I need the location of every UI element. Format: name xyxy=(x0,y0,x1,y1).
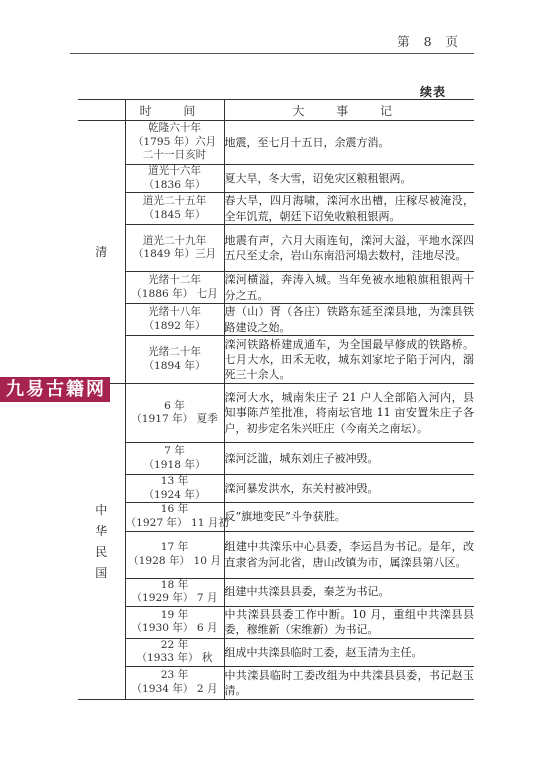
time-line: （1929 年） 7 月 xyxy=(131,592,218,605)
time-cell xyxy=(125,225,224,272)
time-cell xyxy=(125,304,224,336)
time-line: 6 年 xyxy=(164,399,185,412)
time-line: 19 年 xyxy=(160,608,189,621)
table-row xyxy=(78,578,474,606)
time-cell xyxy=(125,272,224,304)
time-cell xyxy=(125,606,224,638)
table-row xyxy=(78,638,474,666)
time-line: 光绪二十年 xyxy=(148,346,201,359)
event-cell: 夏大旱，冬大雪，诏免灾区粮租银两。 xyxy=(224,165,474,193)
time-line: （1845 年） xyxy=(143,208,206,221)
time-line: 二十一日亥时 xyxy=(142,149,207,162)
table-row xyxy=(78,121,474,165)
time-line: （1927 年） 11 月初 xyxy=(125,516,230,529)
time-line: （1795 年）六月 xyxy=(132,135,217,148)
table-row xyxy=(78,475,474,503)
time-line: （1886 年） 七月 xyxy=(131,287,218,300)
time-cell xyxy=(125,193,224,225)
chronology-table xyxy=(78,99,474,700)
time-line: （1930 年） 6 月 xyxy=(131,622,218,635)
event-cell: 春大旱，四月海啸，滦河水出槽，庄稼尽被淹没，全年饥荒，朝廷下诏免收粮租银两。 xyxy=(224,194,474,223)
time-line: （1836 年） xyxy=(143,178,206,191)
time-cell xyxy=(125,165,224,193)
time-line: （1933 年） 秋 xyxy=(136,652,213,665)
time-line: 道光二十九年 xyxy=(142,234,207,247)
table-row xyxy=(78,225,474,272)
time-column-header: 时 间 xyxy=(125,100,224,121)
event-cell: 组建中共滦乐中心县委，李运昌为书记。是年，改直隶省为河北省，唐山改镇为市，属滦县第八区。 xyxy=(224,531,474,578)
time-line: （1934 年） 2 月 xyxy=(131,682,218,695)
era-cell-qing xyxy=(78,121,125,384)
event-cell: 滦河暴发洪水，东关村被冲毁。 xyxy=(224,475,474,503)
time-line: （1894 年） xyxy=(143,359,206,372)
time-line: 乾隆六十年 xyxy=(148,122,201,135)
table-row xyxy=(78,304,474,336)
time-line: 道光二十五年 xyxy=(142,195,207,208)
time-cell xyxy=(125,531,224,578)
event-cell: 中共滦县临时工委改组为中共滦县县委，书记赵玉清。 xyxy=(224,666,474,699)
table-row xyxy=(78,531,474,578)
time-cell xyxy=(125,384,224,443)
era-column-header xyxy=(78,100,125,121)
event-cell: 滦河横溢，奔涛入城。当年免被水地粮旗租银两十分之五。 xyxy=(224,273,474,302)
event-cell: 中共滦县县委工作中断。10 月，重组中共滦县县委，穆维新（宋维新）为书记。 xyxy=(224,607,474,637)
time-line: 18 年 xyxy=(160,578,189,591)
table-row xyxy=(78,606,474,638)
table-row xyxy=(78,443,474,475)
table-row xyxy=(78,503,474,531)
event-cell: 组成中共滦县临时工委，赵玉清为主任。 xyxy=(224,638,474,666)
time-line: 光绪十八年 xyxy=(148,306,201,319)
event-cell: 滦河泛滥，城东刘庄子被冲毁。 xyxy=(224,443,474,475)
time-line: 16 年 xyxy=(160,503,189,516)
event-cell: 唐（山）胥（各庄）铁路东延至滦县地，为滦县铁路建设之始。 xyxy=(224,305,474,334)
time-line: 23 年 xyxy=(160,669,189,682)
table-row xyxy=(78,272,474,304)
table-row xyxy=(78,384,474,443)
page-number: 第 8 页 xyxy=(397,34,463,49)
header-rule xyxy=(70,53,474,54)
time-line: （1892 年） xyxy=(143,319,206,332)
table-row xyxy=(78,336,474,384)
era-character: 国 xyxy=(95,565,108,580)
event-cell: 地震，至七月十五日，余震方消。 xyxy=(224,121,474,165)
time-line: 17 年 xyxy=(160,540,189,553)
event-cell: 组建中共滦县县委，秦芝为书记。 xyxy=(224,578,474,606)
time-line: 13 年 xyxy=(160,475,189,488)
table-continued-label: 续表 xyxy=(420,85,447,99)
era-character: 民 xyxy=(95,544,108,559)
era-character: 中 xyxy=(95,502,108,517)
event-cell: 滦河铁路桥建成通车，为全国最早修成的铁路桥。七月大水，田禾无收，城东刘家坨子陷于河内，溺死三十余人。 xyxy=(224,336,474,384)
time-cell xyxy=(125,666,224,699)
time-line: 道光十六年 xyxy=(148,165,201,177)
time-cell xyxy=(125,638,224,666)
time-line: （1924 年） xyxy=(143,488,206,501)
time-line: （1849 年）三月 xyxy=(132,248,217,261)
era-character: 清 xyxy=(95,244,108,259)
time-line: 22 年 xyxy=(160,638,189,651)
time-cell xyxy=(125,336,224,384)
time-cell xyxy=(125,121,224,165)
time-line: 光绪十二年 xyxy=(148,274,201,287)
era-cell-republic xyxy=(78,384,125,700)
table-header-row xyxy=(78,100,474,121)
table-row xyxy=(78,165,474,193)
event-cell: 反“旗地变民”斗争获胜。 xyxy=(224,503,474,531)
table-row xyxy=(78,666,474,699)
event-cell: 地震有声，六月大雨连旬，滦河大溢，平地水深四五尺至丈余，岩山东南沿河塌去数村，洼地尽没。 xyxy=(224,225,474,272)
table-row xyxy=(78,193,474,225)
time-cell xyxy=(125,443,224,475)
time-cell xyxy=(125,578,224,606)
era-character: 华 xyxy=(95,523,108,538)
time-line: 7 年 xyxy=(164,445,185,458)
time-line: （1917 年） 夏季 xyxy=(131,413,218,426)
time-cell xyxy=(125,475,224,503)
event-cell: 滦河大水，城南朱庄子 21 户人全部陷入河内，县知事陈芦笙批准，将南坛官地 11 亩安置朱庄子各户，初步定名朱兴旺庄（今南关之南坛）。 xyxy=(224,384,474,443)
time-line: （1918 年） xyxy=(143,458,206,471)
event-column-header: 大 事 记 xyxy=(224,100,474,121)
site-watermark: 九易古籍网 xyxy=(0,377,110,402)
time-line: （1928 年） 10 月 xyxy=(128,554,221,567)
time-cell xyxy=(125,503,230,531)
